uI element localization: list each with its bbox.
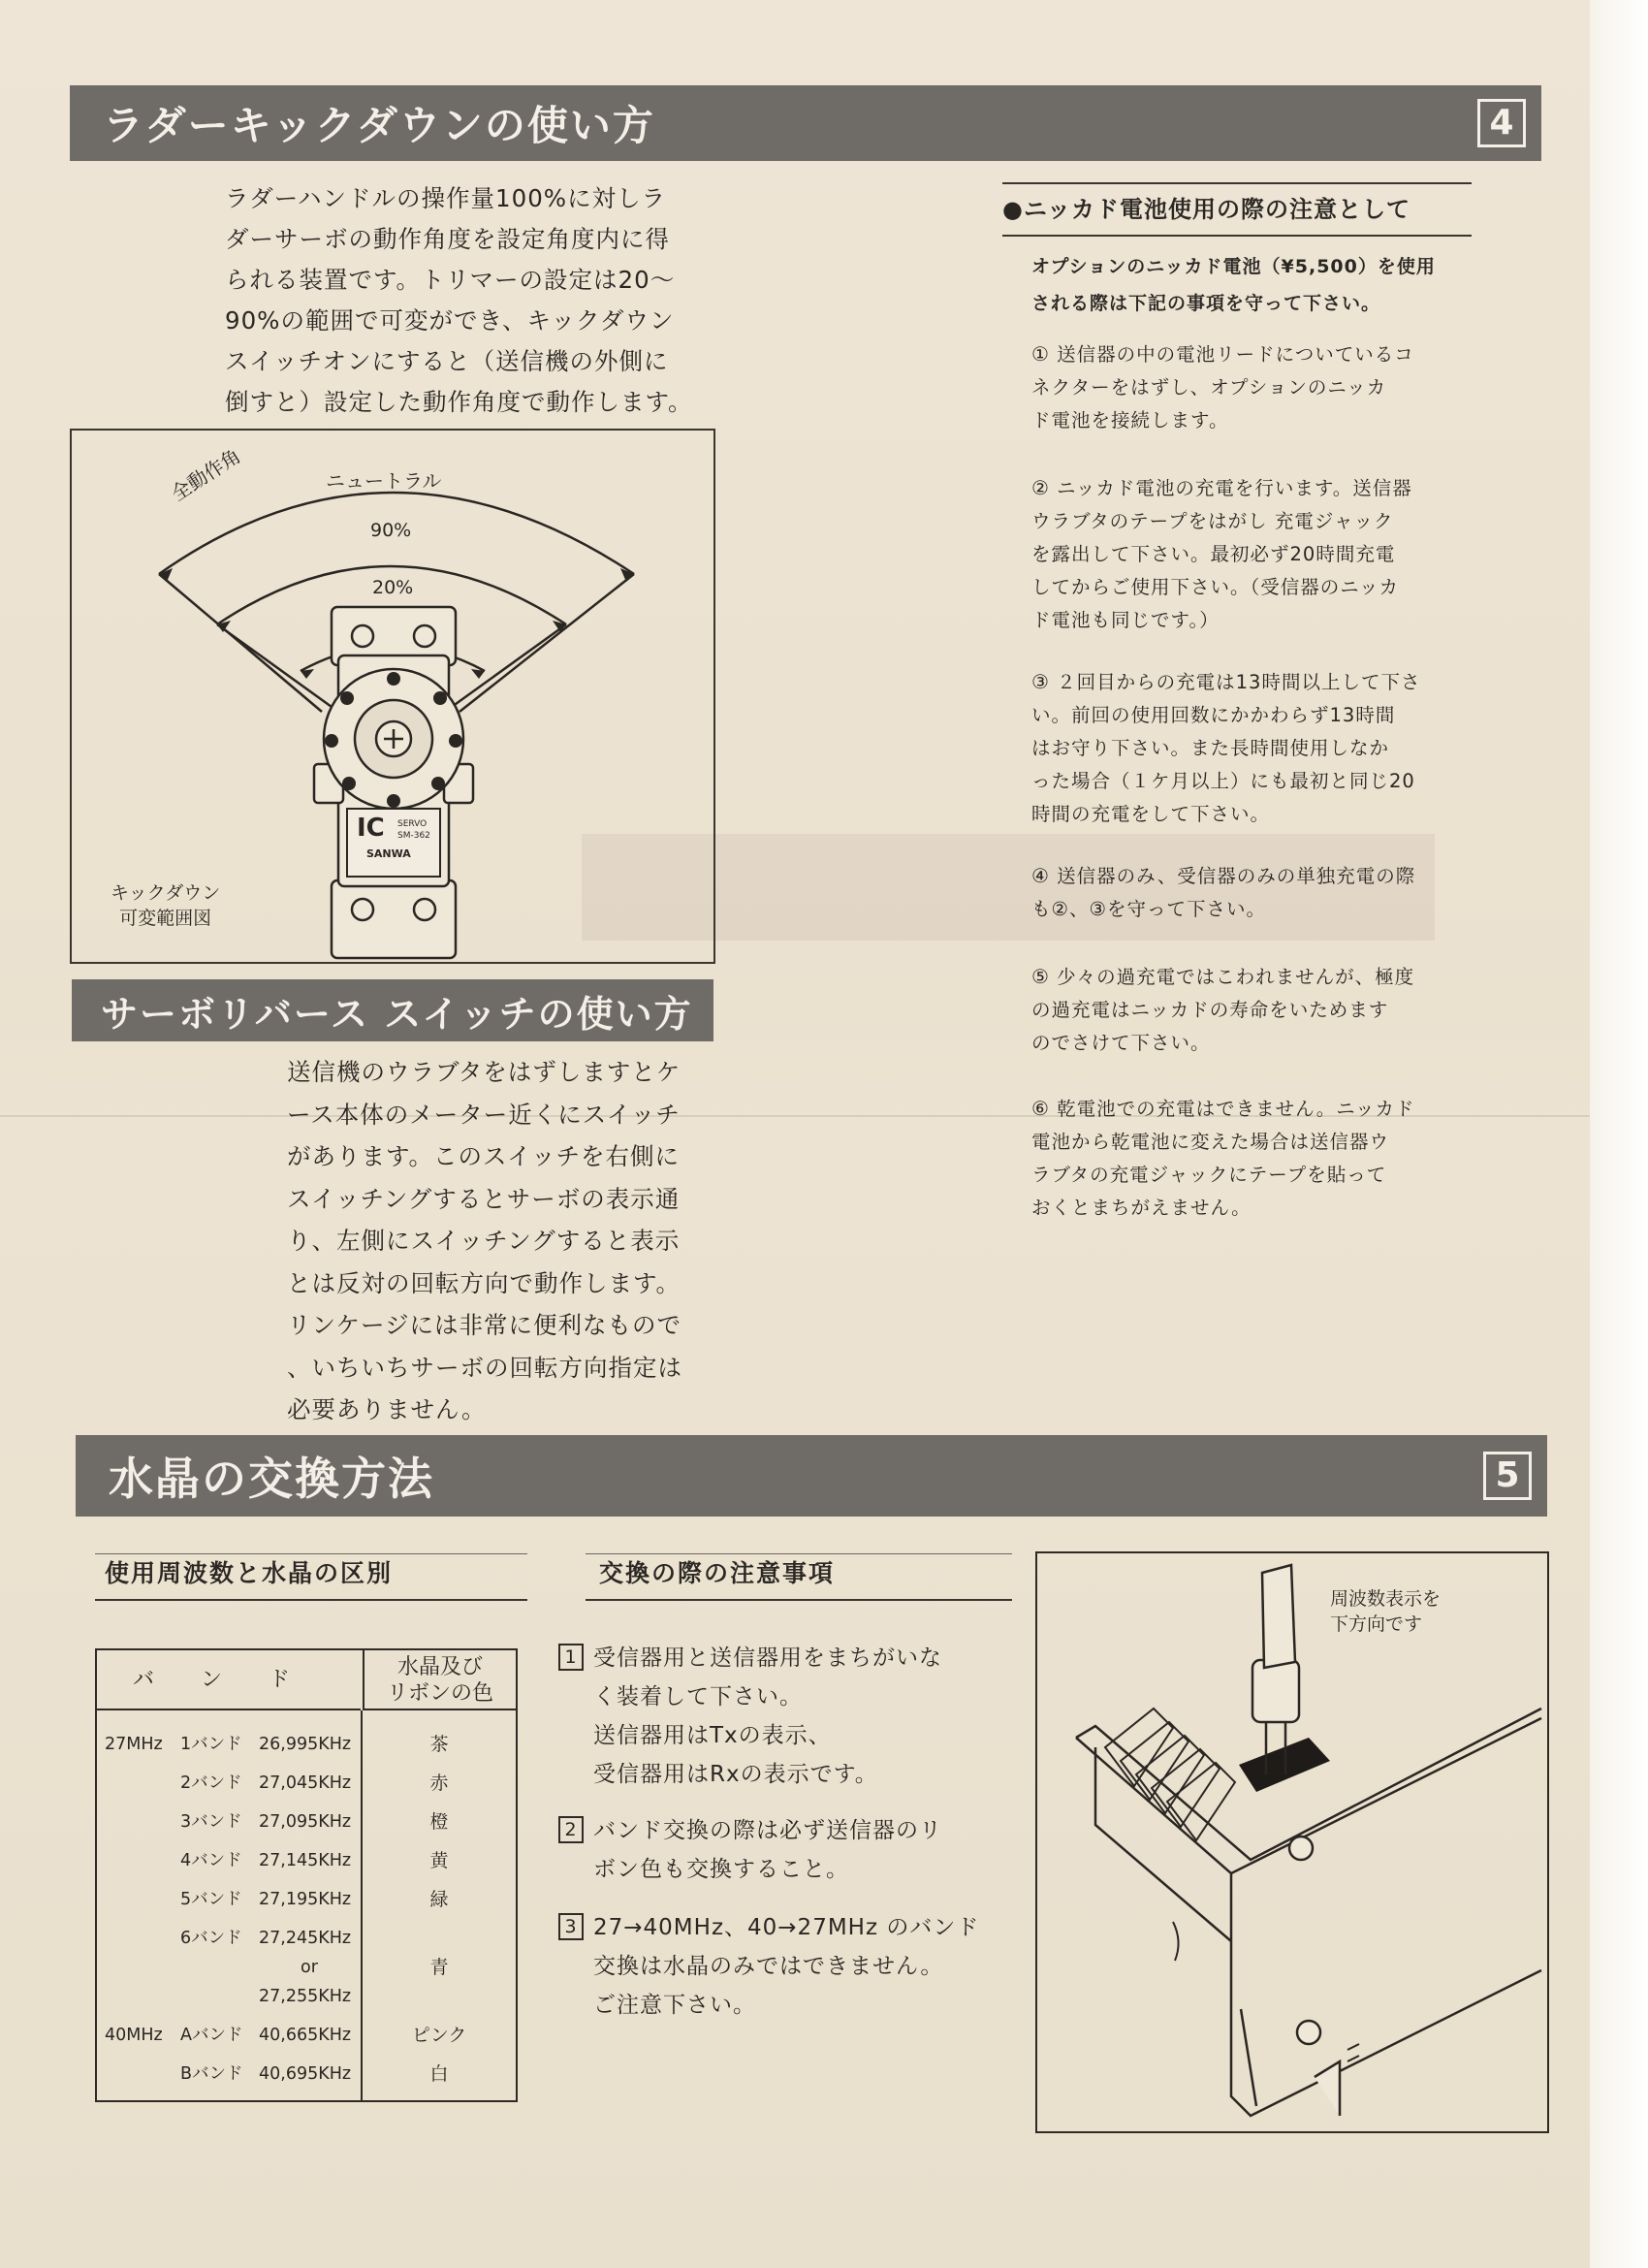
- nicad-item: [1031, 471, 1412, 637]
- table-row: [97, 1804, 516, 1840]
- table-header-color: 水晶及び リボンの色: [363, 1650, 516, 1710]
- section-4-title: ラダーキックダウンの使い方: [103, 102, 655, 149]
- swap-note-number: 3: [558, 1913, 584, 1940]
- cell-freq: 27,255KHz: [259, 1987, 352, 2006]
- section-5-number: 5: [1483, 1452, 1532, 1500]
- servo-brand-logo: SANWA: [366, 847, 411, 860]
- servo-label-1: SERVO: [397, 819, 428, 829]
- cell-freq: 27,195KHz: [259, 1890, 352, 1909]
- cell-freq: or: [301, 1958, 318, 1977]
- svg-text:IC: IC: [357, 814, 385, 843]
- item-number: ②: [1031, 476, 1050, 499]
- table-row: [97, 1881, 516, 1918]
- cell-color: 青: [429, 1957, 449, 1978]
- cell-color: ピンク: [411, 2025, 467, 2046]
- swap-note-text: バンド交換の際は必ず送信器のリ ボン色も交換すること。: [593, 1818, 942, 1882]
- servo-reverse-title: サーボリバース スイッチの使い方: [101, 992, 693, 1036]
- item-text: 乾電池での充電はできません。ニッカド 電池から乾電池に変えた場合は送信器ウ ラブタの充電ジャックにテープを貼って おくとまちがえません。: [1031, 1098, 1415, 1219]
- crystal-orientation-note: 周波数表示を 下方向です: [1330, 1588, 1442, 1635]
- cell-band: 4バンド: [180, 1851, 242, 1870]
- item-number: ⑤: [1031, 965, 1050, 988]
- nicad-item: [1031, 337, 1414, 437]
- frequency-table-heading: 使用周波数と水晶の区別: [95, 1553, 527, 1601]
- cell-color: 橙: [429, 1811, 449, 1833]
- crystal-drawing: [1037, 1553, 1547, 2131]
- cell-color: 黄: [429, 1850, 449, 1871]
- item-text: 送信器の中の電池リードについているコ ネクターをはずし、オプションのニッカ ド電池を接続します。: [1031, 343, 1414, 431]
- swap-note-number: 2: [558, 1816, 584, 1843]
- cell-freq: 27,145KHz: [259, 1851, 352, 1870]
- cell-band: 3バンド: [180, 1812, 242, 1832]
- item-number: ①: [1031, 342, 1050, 366]
- item-number: ⑥: [1031, 1097, 1050, 1120]
- swap-note-number: 1: [558, 1644, 584, 1671]
- table-row: [97, 2056, 516, 2092]
- cell-freq: 27,095KHz: [259, 1812, 352, 1832]
- cell-freq: 26,995KHz: [259, 1735, 352, 1754]
- cell-color: 茶: [429, 1734, 449, 1755]
- item-number: ③: [1031, 670, 1050, 693]
- cell-freq: 27,045KHz: [259, 1773, 352, 1793]
- cell-color: 緑: [429, 1889, 449, 1910]
- frequency-table: [95, 1648, 518, 2102]
- swap-notes-heading: 交換の際の注意事項: [586, 1553, 1012, 1601]
- swap-note-item: [558, 1639, 942, 1794]
- section-4-header: [70, 85, 1541, 161]
- item-text: 送信器のみ、受信器のみの単独充電の際 も②、③を守って下さい。: [1031, 865, 1416, 920]
- cell-band: 1バンド: [180, 1735, 242, 1754]
- item-text: ニッカド電池の充電を行います。送信器 ウラブタのテープをはがし 充電ジャック を露出して下さい。最初必ず20時間充電 してからご使用下さい。（受信器のニッカ ド電池も同じです。）: [1031, 477, 1412, 631]
- nicad-item: [1031, 1092, 1415, 1225]
- label-90-percent: 90%: [370, 520, 412, 541]
- cell-freq: 40,695KHz: [259, 2064, 352, 2084]
- section-5-header: [76, 1435, 1547, 1517]
- table-header-band: バンド: [97, 1650, 361, 1710]
- page-edge: [1590, 0, 1648, 2268]
- cell-group: 40MHz: [105, 2026, 163, 2045]
- crystal-insertion-figure: [1035, 1551, 1549, 2133]
- table-row: [97, 2017, 516, 2054]
- cell-band: 6バンド: [180, 1929, 242, 1948]
- label-20-percent: 20%: [372, 577, 414, 598]
- table-row: [97, 1765, 516, 1802]
- swap-note-text: 27→40MHz、40→27MHz のバンド 交換は水晶のみではできません。 ご注意下さい。: [593, 1915, 980, 2018]
- servo-reverse-header: [72, 979, 713, 1041]
- servo-label-2: SM-362: [397, 831, 430, 841]
- kickdown-caption: キックダウン 可変範囲図: [111, 882, 221, 929]
- swap-note-text: 受信器用と送信器用をまちがいな く装着して下さい。 送信器用はTxの表示、 受信器用はRxの表示です。: [593, 1645, 942, 1787]
- nicad-item: [1031, 859, 1415, 926]
- cell-band: 5バンド: [180, 1890, 242, 1909]
- rudder-kickdown-text: ラダーハンドルの操作量100%に対しラ ダーサーボの動作角度を設定角度内に得 られる装置です。トリマーの設定は20〜 90%の範囲で可変ができ、キックダウン スイッチオンにすると（送信機の外側に 倒すと）設定した動作角度で動作します。: [225, 184, 693, 416]
- item-text: ２回目からの充電は13時間以上して下さ い。前回の使用回数にかかわらず13時間 はお守り下さい。また長時間使用しなか った場合（１ケ月以上）にも最初と同じ20 時間の充電をして下さい。: [1031, 671, 1421, 825]
- cell-band: 2バンド: [180, 1773, 242, 1793]
- table-row: [97, 1726, 516, 1763]
- cell-color: 白: [429, 2063, 449, 2085]
- cell-freq: 40,665KHz: [259, 2026, 352, 2045]
- nicad-intro: オプションのニッカド電池（¥5,500）を使用 される際は下記の事項を守って下さい。: [1031, 256, 1436, 314]
- cell-group: 27MHz: [105, 1735, 163, 1754]
- label-neutral: ニュートラル: [326, 469, 442, 493]
- table-row: [97, 1978, 516, 2015]
- nicad-heading: ●ニッカド電池使用の際の注意として: [1002, 182, 1472, 237]
- table-row: [97, 1842, 516, 1879]
- servo-reverse-text: 送信機のウラブタをはずしますとケ ース本体のメーター近くにスイッチ があります。このスイッチを右側に スイッチングするとサーボの表示通 り、左側にスイッチングすると表示 とは反対の回転方向で動作します。 リンケージには非常に便利なもので 、いちいちサーボの回転方向指定は 必要ありません。: [287, 1058, 682, 1423]
- cell-freq: 27,245KHz: [259, 1929, 352, 1948]
- swap-note-item: [558, 1908, 979, 2025]
- section-4-number: 4: [1477, 99, 1526, 147]
- label-full-angle: 全動作角: [167, 443, 245, 506]
- section-5-title: 水晶の交換方法: [109, 1453, 434, 1505]
- item-text: 少々の過充電ではこわれませんが、極度 の過充電はニッカドの寿命をいためます のでさけて下さい。: [1031, 966, 1415, 1054]
- cell-color: 赤: [429, 1773, 449, 1794]
- item-number: ④: [1031, 864, 1050, 887]
- nicad-item: [1031, 665, 1420, 831]
- cell-band: Bバンド: [180, 2064, 243, 2084]
- swap-note-item: [558, 1811, 942, 1889]
- cell-band: Aバンド: [180, 2026, 243, 2045]
- nicad-item: [1031, 960, 1414, 1060]
